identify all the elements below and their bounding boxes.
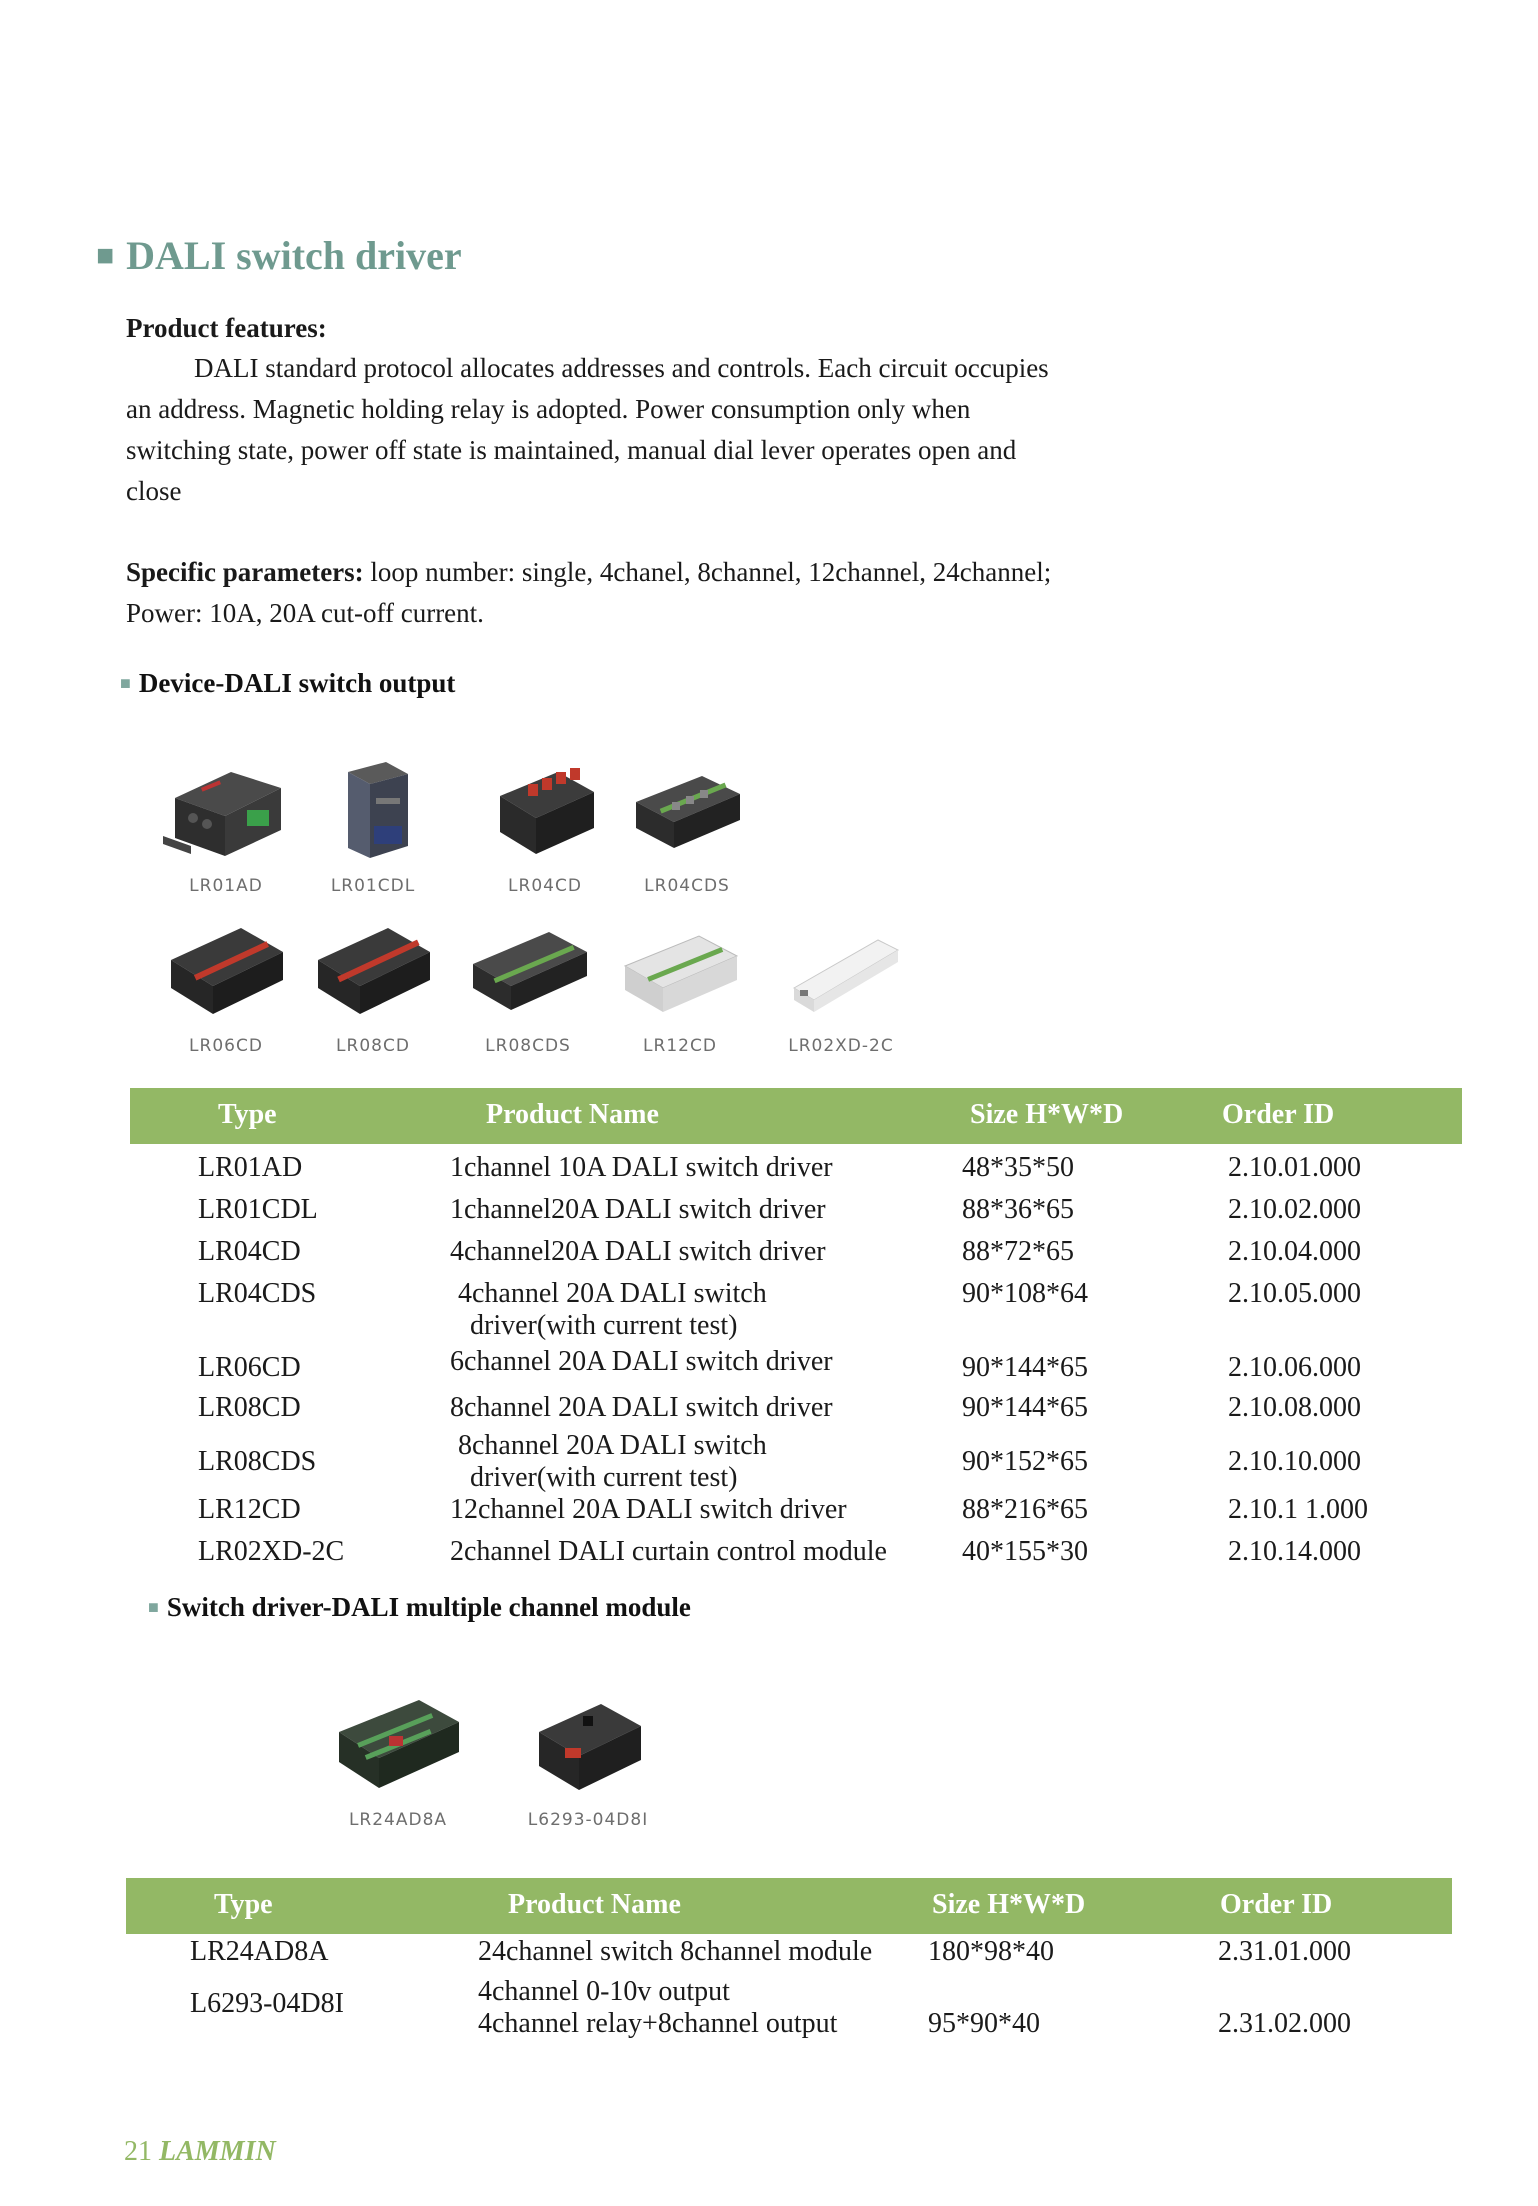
product-caption: LR08CDS: [485, 1036, 571, 1056]
table-row: LR12CD 12channel 20A DALI switch driver 88*216*65 2.10.1 1.000: [198, 1494, 1368, 1525]
product-caption: LR06CD: [189, 1036, 263, 1056]
product-thumb: [605, 918, 755, 1056]
params-line-2: Power: 10A, 20A cut-off current.: [126, 598, 484, 628]
col-header-product-name: Product Name: [486, 1099, 659, 1130]
product-thumb: [508, 1692, 668, 1830]
features-label: Product features:: [126, 313, 327, 343]
product-thumb: [453, 918, 603, 1056]
params-line-1: loop number: single, 4chanel, 8channel, 12channel, 24channel;: [363, 557, 1052, 587]
params-paragraph: [126, 552, 1166, 634]
page-heading: ■ DALI switch driver: [96, 233, 462, 278]
product-caption: LR04CD: [508, 876, 582, 896]
product-caption: LR24AD8A: [348, 1810, 448, 1830]
page-footer: [124, 2136, 276, 2168]
square-bullet-icon: ■: [148, 1597, 159, 1617]
section1-heading: ■ Device-DALI switch output: [120, 668, 456, 698]
features-line: an address. Magnetic holding relay is adopted. Power consumption only when: [126, 394, 971, 424]
col-header-order-id: Order ID: [1220, 1889, 1333, 1920]
relay-module-icon: [308, 918, 438, 1023]
table2-header: [126, 1878, 1452, 1934]
params-label: Specific parameters:: [126, 557, 364, 587]
page-number: 21: [124, 2136, 152, 2167]
product-caption: LR01CDL: [330, 876, 416, 896]
product-thumb: [151, 758, 301, 896]
product-caption: LR12CD: [643, 1036, 717, 1056]
relay-module-icon: [622, 758, 752, 863]
square-bullet-icon: ■: [96, 239, 115, 272]
table-row: L6293-04D8I 4channel 0-10v output 4channel relay+8channel output 95*90*40 2.31.02.000: [190, 1976, 1351, 2039]
table-row: LR04CDS 4channel 20A DALI switch driver(with current test) 90*108*64 2.10.05.000: [198, 1278, 1361, 1341]
relay-module-icon: [463, 918, 593, 1023]
product-caption: LR02XD-2C: [788, 1036, 894, 1056]
multi-channel-module-icon: [523, 1692, 653, 1797]
product-caption: LR01AD: [189, 876, 263, 896]
features-line: close: [126, 476, 182, 506]
product-thumb: [151, 918, 301, 1056]
col-header-type: Type: [218, 1099, 277, 1130]
relay-module-icon: [161, 758, 291, 863]
features-paragraph: [126, 348, 1166, 512]
brand-name: LAMMIN: [159, 2136, 276, 2167]
table-row: LR06CD 6channel 20A DALI switch driver 90*144*65 2.10.06.000: [198, 1346, 1361, 1383]
product-caption: LR04CDS: [644, 876, 730, 896]
curtain-module-icon: [776, 918, 906, 1023]
product-thumb: [298, 758, 448, 896]
features-line: switching state, power off state is maintained, manual dial lever operates open and: [126, 435, 1017, 465]
relay-module-icon: [615, 918, 745, 1023]
table-row: LR08CD 8channel 20A DALI switch driver 90*144*65 2.10.08.000: [198, 1392, 1361, 1423]
col-header-size: Size H*W*D: [970, 1099, 1124, 1130]
table-row: LR08CDS 8channel 20A DALI switch driver(with current test) 90*152*65 2.10.10.000: [198, 1430, 1361, 1493]
din-rail-module-icon: [308, 758, 438, 863]
relay-module-icon: [480, 758, 610, 863]
params-line: [126, 552, 1166, 593]
multi-channel-module-icon: [333, 1692, 463, 1797]
table-row: LR04CD 4channel20A DALI switch driver 88*72*65 2.10.04.000: [198, 1236, 1361, 1267]
product-thumb: [470, 758, 620, 896]
product-thumb: [318, 1692, 478, 1830]
features-line: DALI standard protocol allocates addresses and controls. Each circuit occupies: [194, 353, 1049, 383]
square-bullet-icon: ■: [120, 673, 131, 693]
product-thumb: [766, 918, 916, 1056]
table-row: LR02XD-2C 2channel DALI curtain control module 40*155*30 2.10.14.000: [198, 1536, 1361, 1567]
relay-module-icon: [161, 918, 291, 1023]
col-header-size: Size H*W*D: [932, 1889, 1086, 1920]
col-header-type: Type: [214, 1889, 273, 1920]
section2-heading: ■ Switch driver-DALI multiple channel module: [148, 1592, 691, 1622]
col-header-product-name: Product Name: [508, 1889, 681, 1920]
product-thumb: [298, 918, 448, 1056]
col-header-order-id: Order ID: [1222, 1099, 1335, 1130]
table1-header: [130, 1088, 1462, 1144]
table-row: LR01CDL 1channel20A DALI switch driver 88*36*65 2.10.02.000: [198, 1194, 1361, 1225]
product-caption: LR08CD: [336, 1036, 410, 1056]
table-row: LR01AD 1channel 10A DALI switch driver 48*35*50 2.10.01.000: [198, 1152, 1361, 1183]
product-thumb: [612, 758, 762, 896]
table-row: LR24AD8A 24channel switch 8channel module 180*98*40 2.31.01.000: [190, 1936, 1351, 1967]
product-caption: L6293-04D8I: [527, 1810, 649, 1830]
